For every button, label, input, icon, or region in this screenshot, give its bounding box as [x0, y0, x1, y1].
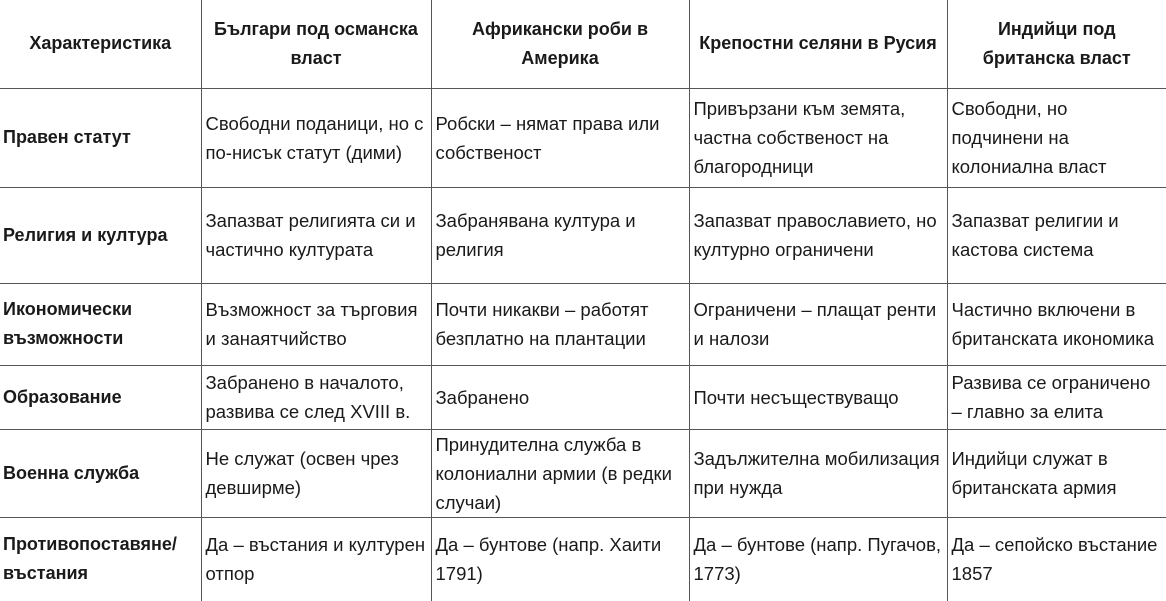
table-cell: Задължителна мобилизация при нужда: [689, 429, 947, 517]
table-cell: Запазват религията си и частично културата: [201, 187, 431, 283]
row-label-economic: Икономически възможности: [0, 283, 201, 365]
table-cell: Не служат (освен чрез девширме): [201, 429, 431, 517]
table-cell: Привързани към земята, частна собственост на благородници: [689, 88, 947, 187]
table-cell: Забранявана култура и религия: [431, 187, 689, 283]
table-cell: Почти никакви – работят безплатно на плантации: [431, 283, 689, 365]
header-indians: Индийци под британска власт: [947, 0, 1166, 88]
row-label-resistance: Противопоставяне/ въстания: [0, 517, 201, 601]
table-cell: Забранено: [431, 365, 689, 429]
row-label-military: Военна служба: [0, 429, 201, 517]
table-cell: Свободни, но подчинени на колониална власт: [947, 88, 1166, 187]
table-cell: Забранено в началото, развива се след XVIII в.: [201, 365, 431, 429]
table-cell: Да – сепойско въстание 1857: [947, 517, 1166, 601]
table-cell: Принудителна служба в колониални армии (в редки случаи): [431, 429, 689, 517]
table-cell: Свободни поданици, но с по-нисък статут (дими): [201, 88, 431, 187]
table-row: [0, 517, 1166, 601]
table-cell: Да – бунтове (напр. Пугачов, 1773): [689, 517, 947, 601]
table-row: [0, 283, 1166, 365]
table-cell: Почти несъществуващо: [689, 365, 947, 429]
table-header-row: [0, 0, 1166, 88]
table-row: [0, 365, 1166, 429]
table-cell: Запазват религии и кастова система: [947, 187, 1166, 283]
header-bulgarians: Българи под османска власт: [201, 0, 431, 88]
table-cell: Запазват православието, но културно ограничени: [689, 187, 947, 283]
table-cell: Развива се ограничено – главно за елита: [947, 365, 1166, 429]
table-cell: Да – бунтове (напр. Хаити 1791): [431, 517, 689, 601]
header-characteristic: Характеристика: [0, 0, 201, 88]
row-label-religion-culture: Религия и култура: [0, 187, 201, 283]
table-cell: Възможност за търговия и занаятчийство: [201, 283, 431, 365]
table-cell: Робски – нямат права или собственост: [431, 88, 689, 187]
header-african-slaves: Африкански роби в Америка: [431, 0, 689, 88]
row-label-education: Образование: [0, 365, 201, 429]
header-russian-serfs: Крепостни селяни в Русия: [689, 0, 947, 88]
table-cell: Индийци служат в британската армия: [947, 429, 1166, 517]
row-label-legal-status: Правен статут: [0, 88, 201, 187]
table-row: [0, 88, 1166, 187]
table-cell: Да – въстания и културен отпор: [201, 517, 431, 601]
table-cell: Частично включени в британската икономика: [947, 283, 1166, 365]
table-row: [0, 429, 1166, 517]
table-row: [0, 187, 1166, 283]
table-cell: Ограничени – плащат ренти и налози: [689, 283, 947, 365]
